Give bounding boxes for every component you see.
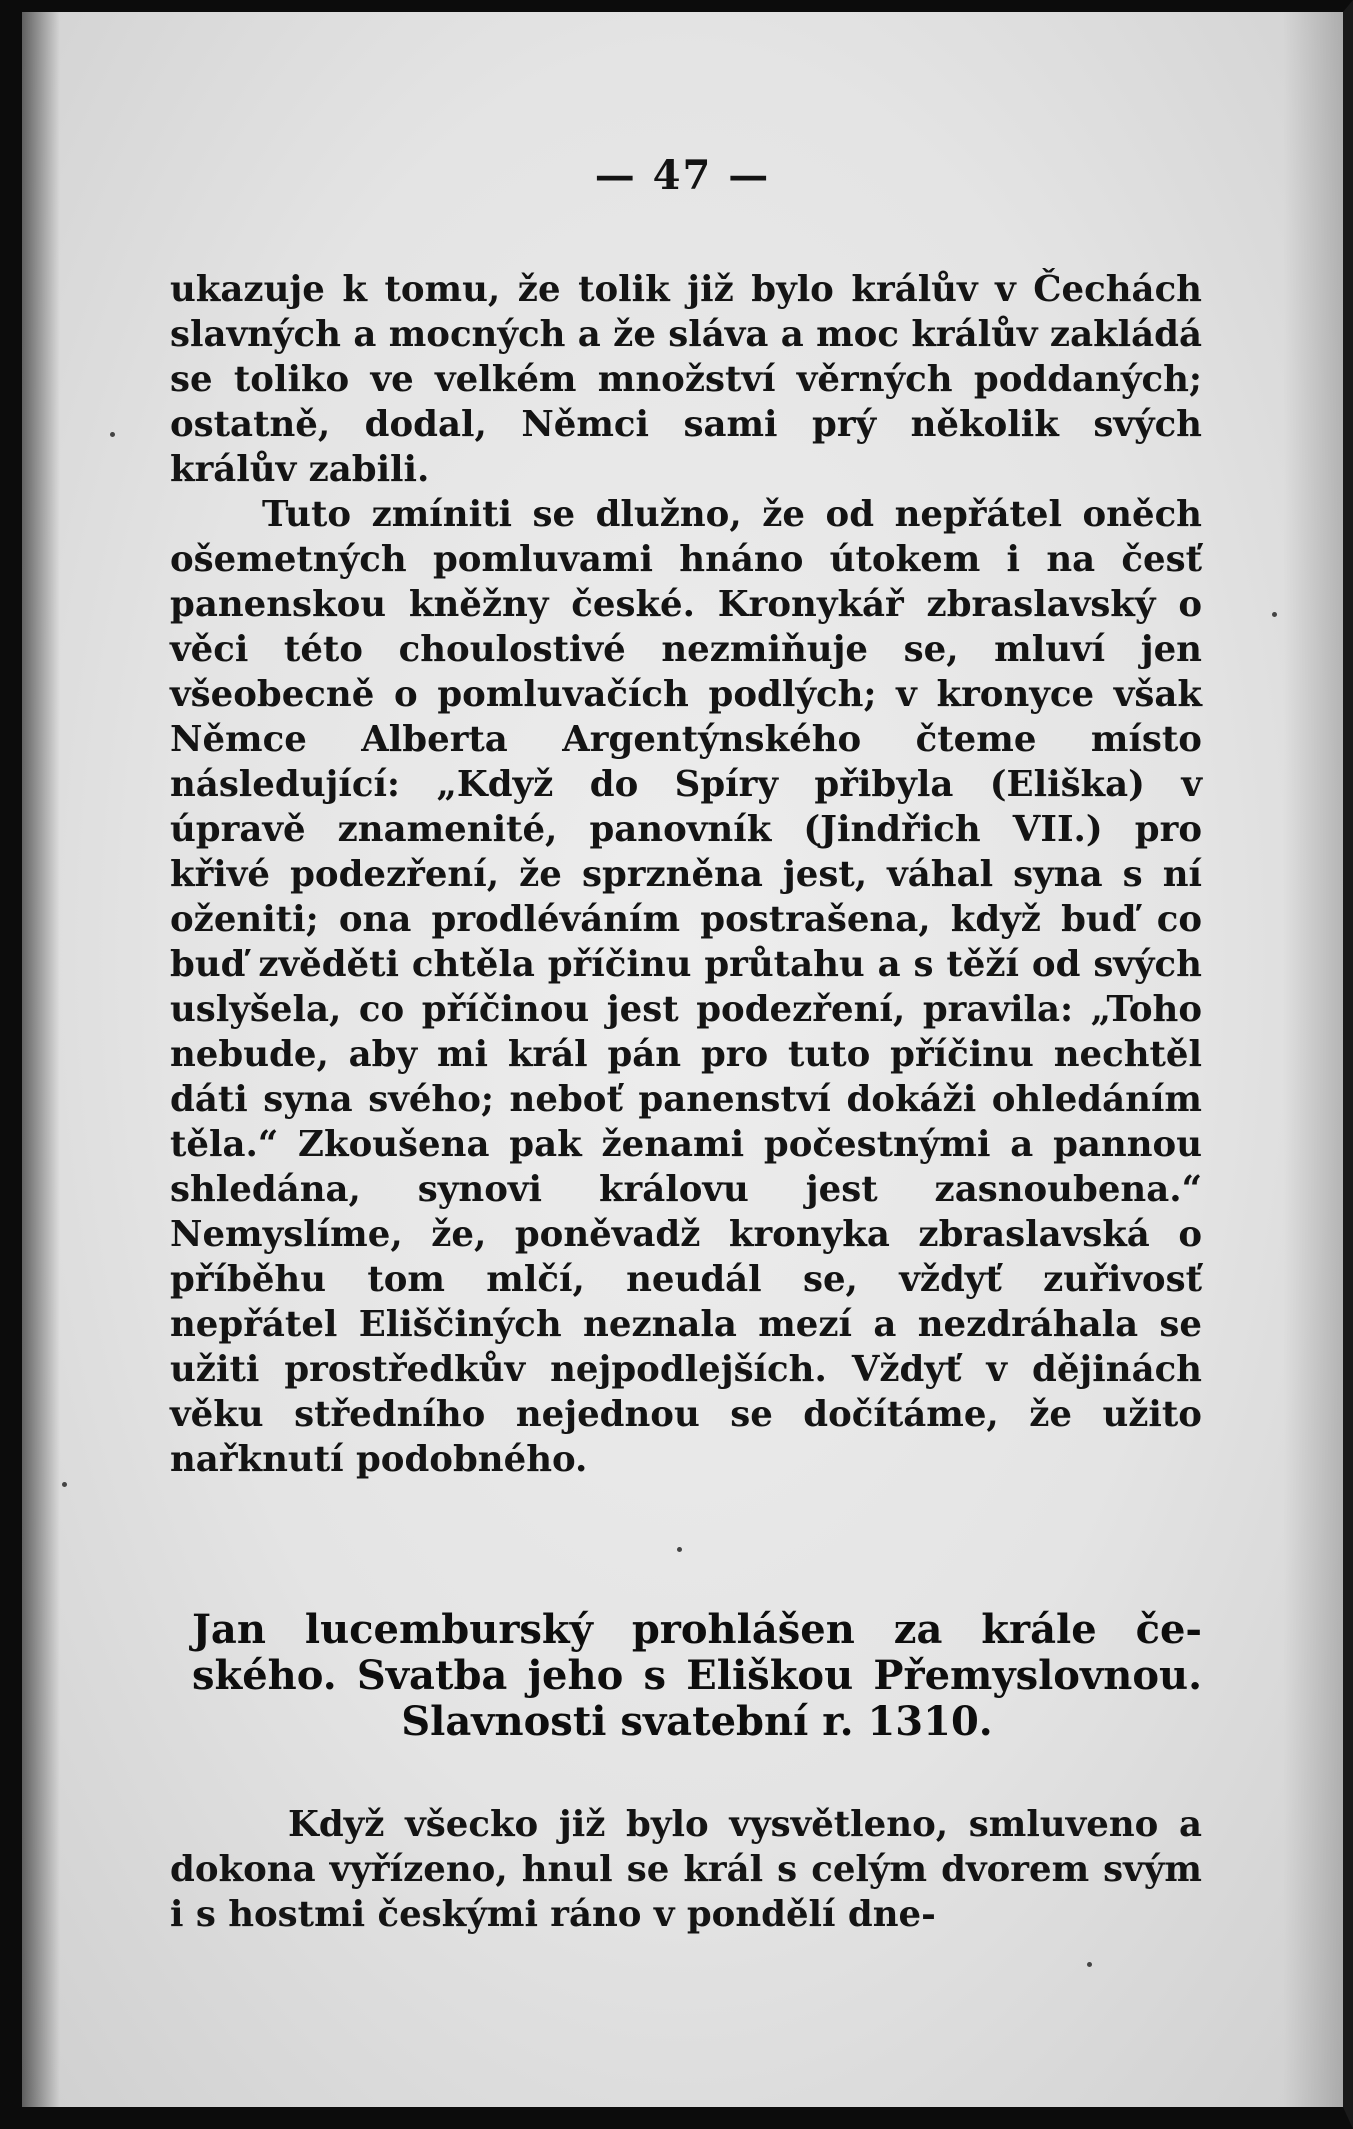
paragraph-slander: Tuto zmíniti se dlužno, že od nepřátel oněch ošemetných pomluvami hnáno útokem i na česť panenskou kněžny české. Kronykář zbraslavský o věci této choulostivé nezmiňuje se, mluví jen všeobecně o pomluvačích podlých; v kronyce však Němce Alberta Argentýnského čteme místo následující: „Když do Spíry přibyla (Eliška) v úpravě znamenité, panovník (Jindřich VII.) pro křivé podezření, že sprzněna jest, váhal syna s ní oženiti; ona prodléváním postrašena, když buď co buď zvěděti chtěla příčinu průtahu a s těží od svých uslyšela, co příčinou jest podezření, pravila: „Toho nebude, aby mi král pán pro tuto příčinu nechtěl dáti syna svého; neboť panenství dokáži ohledáním těla.“ Zkoušena pak ženami počestnými a pannou shledána, synovi královu jest zasnoubena.“ Nemyslíme, že, poněvadž kronyka zbraslavská o příběhu tom mlčí, neudál se, vždyť zuřivosť nepřátel Eliščiných neznala mezí a nezdráhala se užiti prostředkův nejpodlejších. Vždyť v dějinách věku středního nejednou se dočítáme, že užito nařknutí podobného. bbox=[170, 494, 1202, 1480]
section-heading-line-3: Slavnosti svatební r. 1310. bbox=[401, 1698, 993, 1745]
page-number: — 47 — bbox=[594, 152, 771, 199]
paper-speck bbox=[1272, 612, 1277, 617]
paragraph-departure: Když všecko již bylo vysvětleno, smluveno a dokona vyřízeno, hnul se král s celým dvorem svým i s hostmi českými ráno v pondělí dne- bbox=[170, 1804, 1202, 1935]
edge-shadow bbox=[1283, 12, 1343, 2107]
paper-speck bbox=[110, 432, 115, 437]
spine-shadow bbox=[22, 12, 60, 2107]
paper-speck bbox=[677, 1547, 682, 1552]
paragraph-continuation: ukazuje k tomu, že tolik již bylo králův v Čechách slavných a mocných a že sláva a moc králův zakládá se toliko ve velkém množství věrných poddaných; ostatně, dodal, Němci sami prý několik svých králův zabili. bbox=[170, 269, 1202, 490]
section-heading bbox=[192, 1607, 1202, 1745]
body-text bbox=[170, 267, 1202, 1482]
paper-speck bbox=[62, 1482, 67, 1487]
tail-text bbox=[170, 1802, 1202, 1937]
section-heading-line-2: ského. Svatba jeho s Eliškou Přemyslovnou. bbox=[192, 1652, 1202, 1699]
section-heading-line-1: Jan lucemburský prohlášen za krále če- bbox=[192, 1606, 1202, 1653]
paper-speck bbox=[1087, 1962, 1092, 1967]
